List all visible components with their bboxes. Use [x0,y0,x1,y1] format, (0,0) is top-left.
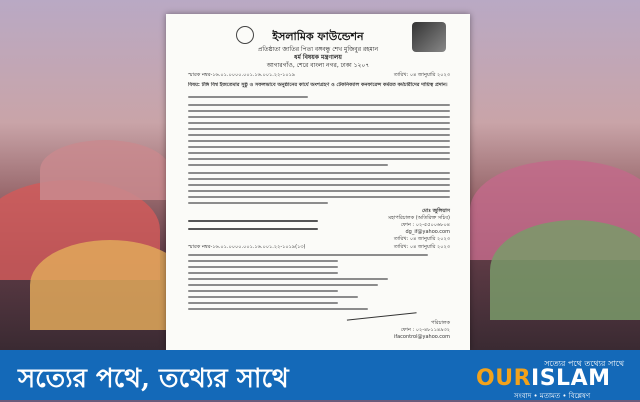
secretary-phone: ফোন : ০২-৪৮১১৪৯৩২ [400,327,450,333]
text-line [188,158,450,160]
letter-subtitle: প্রতিষ্ঠাতা জাতির পিতা বঙ্গবন্ধু শেখ মুজিবুর রহমান [257,46,379,53]
text-line [188,284,378,286]
secretary-email: ifacontrol@yahoo.com [393,334,450,340]
text-line [188,202,328,204]
logo-wordmark: OURISLAM [476,366,611,391]
letter-address: আগারগাঁও, শেরে বাংলা নগর, ঢাকা ১২০৭ [266,62,370,69]
logo-subline: সংবাদ • মতামত • বিশ্লেষণ [514,392,591,400]
text-line [188,128,450,130]
text-line [188,302,338,304]
signature-mark [345,298,416,320]
text-line [188,308,368,310]
text-line [188,122,450,124]
signatory-title: মহাপরিচালক (অতিরিক্ত সচিব) [388,215,450,221]
official-letter [166,14,470,350]
text-line [188,104,450,106]
tent-decoration [490,220,640,320]
text-line [188,278,388,280]
letter-department: ধর্ম বিষয়ক মন্ত্রণালয় [294,54,342,61]
text-line [188,134,450,136]
text-line [188,272,338,274]
text-line [188,110,450,112]
text-line [188,116,450,118]
letter-date: তারিখ: ০৪ জানুয়ারি ২০২৩ [393,72,450,78]
text-line [188,260,338,262]
text-line [188,184,450,186]
copy-date: তারিখ: ০৪ জানুয়ারি ২০২৩ [393,244,450,250]
text-line [188,254,428,256]
signatory-date: তারিখ: ০৪ জানুয়ারি ২০২৩ [393,236,450,242]
text-line [188,146,450,148]
text-line [188,152,450,154]
secretary-label: পরিচালক [431,320,450,326]
letter-subject: বিষয়: টঙ্গি বিশ্ব ইজতেমার সুষ্ঠু ও সফলভাবে অনুষ্ঠানের কার্যে অংশগ্রহণ ও টেকনিক্যাল কনফারেন্স কর্মরত কর্মচারীদের দায়িত্ব প্রদান। [188,82,448,88]
text-line [188,296,358,298]
copy-ref-number: স্মারক নম্বর-১৬.০১.০০০০.০০১.১৬.০০১.২২-১০১৯(১৩) [188,244,306,250]
text-line [188,290,338,292]
text-line [188,266,338,268]
ref-number: স্মারক নম্বর-১৬.০১.০০০০.০০১.১৬.০০১.২২-১০১৯ [188,72,296,78]
footer-slogan: সত্যের পথে, তথ্যের সাথে [18,364,289,394]
tent-decoration [40,140,170,200]
signatory-email: dg_if@yahoo.com [405,229,450,235]
text-line [188,190,450,192]
text-line [188,228,318,230]
text-line [188,196,450,198]
signatory-phone: ফোন : ০২-৫৫০০৬৮০৪ [400,222,450,228]
our-islam-logo[interactable] [468,358,634,398]
text-line [188,172,450,174]
text-line [188,96,308,98]
logo-tagline: সত্যের পথে তথ্যের সাথে [544,359,624,368]
text-line [188,220,318,222]
text-line [188,178,450,180]
text-line [188,164,388,166]
letter-title: ইসলামিক ফাউন্ডেশন [272,30,364,43]
text-line [188,140,450,142]
signatory-name: মোঃ জুলিয়াস [422,208,450,214]
